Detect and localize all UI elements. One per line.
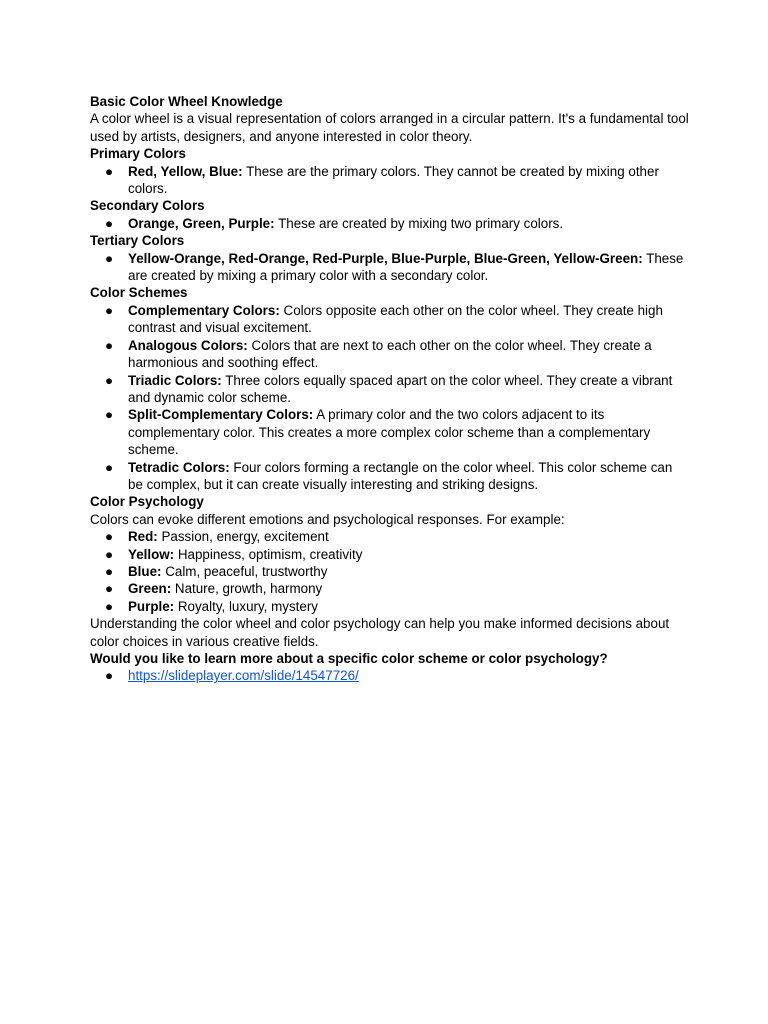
bullet-icon: ● [105, 372, 114, 388]
list-item [90, 546, 690, 563]
list-item-term: Purple: [128, 598, 175, 614]
list-item [90, 302, 690, 337]
list-item-term: Red: [128, 529, 158, 545]
intro-paragraph: A color wheel is a visual representation of colors arranged in a circular pattern. It's a fundamental tool used by artists, designers, and anyone interested in color theory. [90, 111, 689, 144]
list-item-term: Tetradic Colors: [128, 459, 230, 475]
bullet-icon: ● [105, 546, 114, 562]
color-schemes-list [90, 302, 690, 493]
list-item [90, 406, 690, 458]
list-item-text: Three colors equally spaced apart on the color wheel. They create a vibrant and dynamic color scheme. [128, 372, 673, 405]
list-item-text: These are created by mixing a primary color with a secondary color. [128, 250, 684, 284]
reference-link[interactable]: https://slideplayer.com/slide/14547726/ [128, 668, 359, 684]
color-schemes-heading: Color Schemes [90, 285, 188, 301]
list-item-text: Royalty, luxury, mystery [174, 598, 318, 614]
links-list [90, 667, 690, 684]
bullet-icon: ● [105, 459, 114, 475]
tertiary-colors-list [90, 250, 690, 285]
bullet-icon: ● [105, 337, 114, 353]
list-item [90, 337, 690, 372]
list-item-text: Happiness, optimism, creativity [174, 546, 363, 562]
document-page [90, 93, 690, 685]
list-item [90, 598, 690, 615]
list-item-term: Triadic Colors: [128, 372, 222, 388]
list-item-term: Split-Complementary Colors: [128, 407, 314, 423]
list-item [90, 528, 690, 545]
list-item-text: Colors opposite each other on the color wheel. They create high contrast and visual excitement. [128, 302, 663, 336]
list-item-term: Yellow: [128, 546, 175, 562]
list-item-term: Yellow-Orange, Red-Orange, Red-Purple, Blue-Purple, Blue-Green, Yellow-Green: [128, 250, 643, 266]
list-item [90, 250, 690, 285]
bullet-icon: ● [105, 529, 114, 545]
color-psychology-heading: Color Psychology [90, 494, 204, 510]
color-psychology-intro: Colors can evoke different emotions and psychological responses. For example: [90, 511, 565, 527]
bullet-icon: ● [105, 215, 114, 231]
secondary-colors-list [90, 215, 690, 232]
list-item-term: Orange, Green, Purple: [128, 215, 275, 231]
primary-colors-list [90, 163, 690, 198]
conclusion-paragraph: Understanding the color wheel and color psychology can help you make informed decisions about color choices in various creative fields. [90, 616, 670, 649]
bullet-icon: ● [105, 163, 114, 179]
list-item-text: Calm, peaceful, trustworthy [161, 563, 328, 579]
bullet-icon: ● [105, 598, 114, 614]
list-item-term: Blue: [128, 563, 162, 579]
bullet-icon: ● [105, 302, 114, 318]
list-item [90, 163, 690, 198]
list-item [90, 459, 690, 494]
list-item [90, 372, 690, 407]
list-item-text: Passion, energy, excitement [157, 529, 329, 545]
secondary-colors-heading: Secondary Colors [90, 198, 205, 214]
list-item-term: Green: [128, 581, 172, 597]
list-item-text: These are the primary colors. They cannot be created by mixing other colors. [128, 163, 659, 197]
list-item-term: Analogous Colors: [128, 337, 248, 353]
tertiary-colors-heading: Tertiary Colors [90, 233, 185, 249]
list-item-term: Red, Yellow, Blue: [128, 163, 243, 179]
document-title: Basic Color Wheel Knowledge [90, 94, 283, 109]
bullet-icon: ● [105, 407, 114, 423]
list-item [90, 563, 690, 580]
list-item [90, 580, 690, 597]
bullet-icon: ● [105, 250, 114, 266]
list-item-text: These are created by mixing two primary colors. [274, 215, 564, 231]
list-item-term: Complementary Colors: [128, 302, 280, 318]
list-item-text: Four colors forming a rectangle on the color wheel. This color scheme can be complex, but it can create visually interesting and striking designs. [128, 459, 673, 492]
bullet-icon: ● [105, 668, 114, 684]
closing-question: Would you like to learn more about a specific color scheme or color psychology? [90, 651, 608, 666]
color-psychology-list [90, 528, 690, 615]
primary-colors-heading: Primary Colors [90, 146, 187, 162]
bullet-icon: ● [105, 581, 114, 597]
list-item [90, 215, 690, 232]
list-item-text: A primary color and the two colors adjacent to its complementary color. This creates a more complex color scheme than a complementary scheme. [128, 407, 651, 458]
bullet-icon: ● [105, 563, 114, 579]
list-item-text: Colors that are next to each other on the color wheel. They create a harmonious and soothing effect. [128, 337, 652, 371]
list-item-text: Nature, growth, harmony [171, 581, 323, 597]
list-item [90, 667, 690, 684]
